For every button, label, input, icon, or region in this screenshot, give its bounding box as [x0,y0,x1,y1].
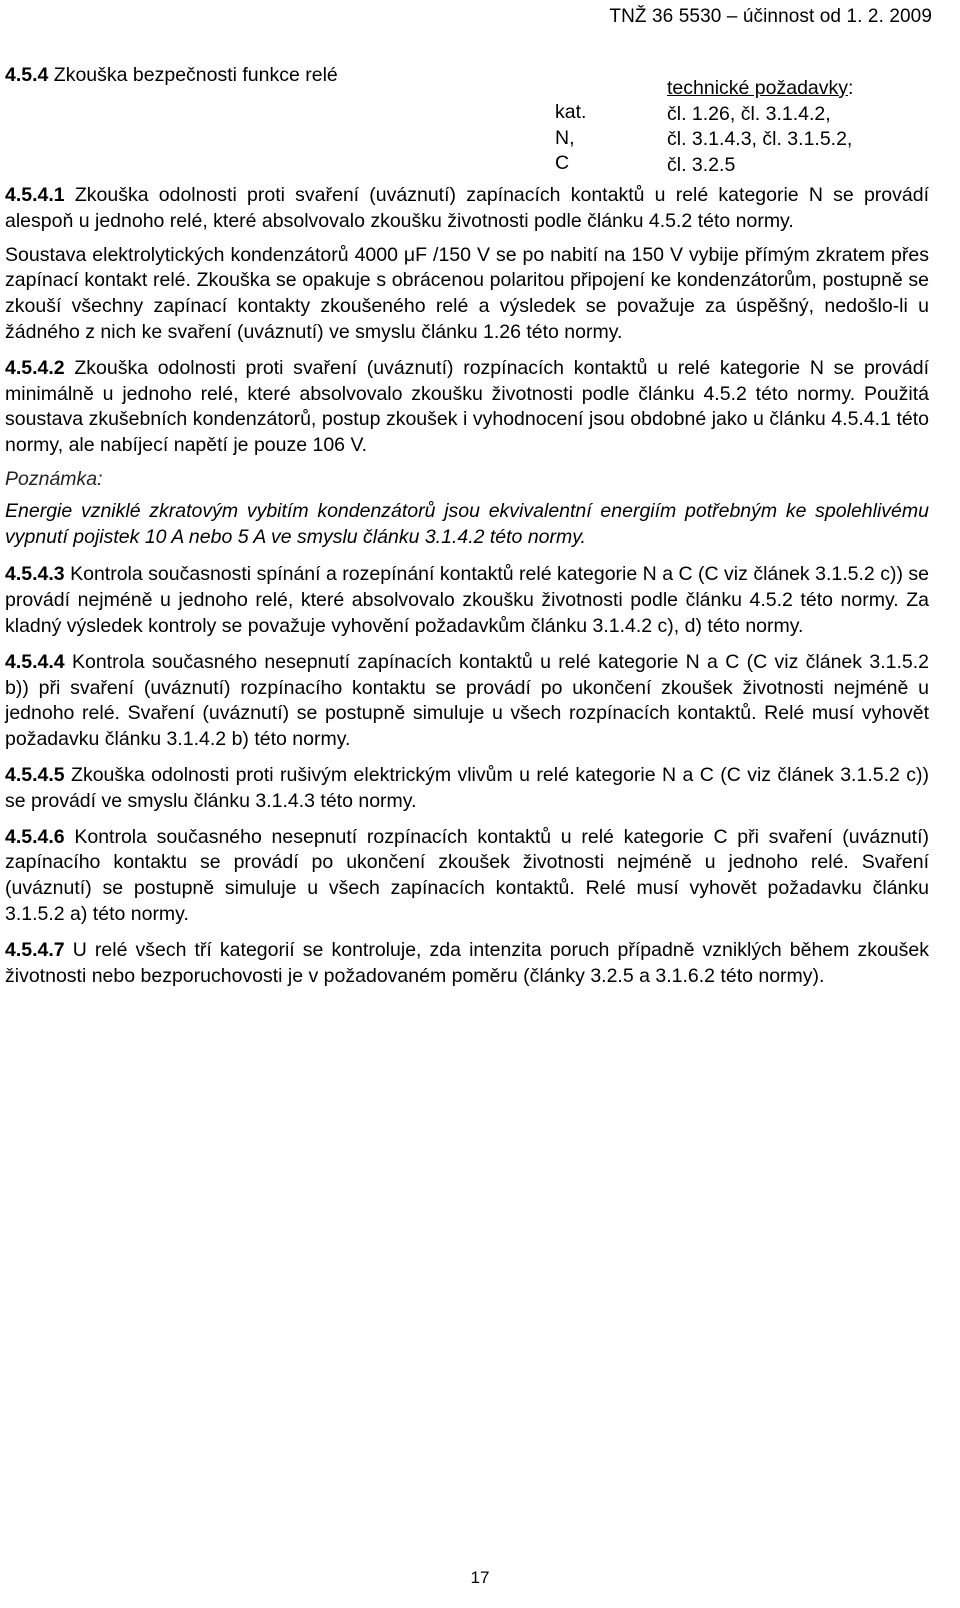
requirements-heading [667,76,853,102]
note-text: Energie vzniklé zkratovým vybitím kondenzátorů jsou ekvivalentní energiím potřebným ke spolehlivému vypnutí pojistek 10 A nebo 5 A ve smyslu článku 3.1.4.2 této normy. [5,499,929,548]
page-number: 17 [470,1568,490,1587]
paragraph-text: U relé všech tří kategorií se kontroluje, zda intenzita poruch případně vzniklých během zkoušek životnosti nebo bezporuchovosti je v požadovaném poměru (články 3.2.5 a 3.1.6.2 této normy). [5,938,929,987]
paragraph-number: 4.5.4.2 [5,356,65,379]
paragraph-number: 4.5.4.3 [5,563,65,586]
note-label: Poznámka: [5,467,103,490]
paragraph-capacitor-test [5,243,929,346]
paragraph-4-5-4-7 [5,938,929,990]
paragraph-text: Kontrola současného nesepnutí zapínacích kontaktů u relé kategorie N a C (C viz článek 3.1.5.2 b)) při svaření (uváznutí) rozpínacího kontaktu se provádí po ukončení zkoušek životnosti nejméně u jednoho relé. Svaření (uváznutí) se postupně simuluje u všech rozpínacích kontaktů. Relé musí vyhovět požadavku článku 3.1.4.2 b) této normy. [5,650,929,751]
section-heading [5,64,338,87]
paragraph-4-5-4-6 [5,825,929,928]
requirement-ref: čl. 3.1.4.3, čl. 3.1.5.2, [667,128,853,150]
paragraph-number: 4.5.4.7 [5,938,65,961]
page-header: TNŽ 36 5530 – účinnost od 1. 2. 2009 [609,6,932,27]
paragraph-text: Zkouška odolnosti proti svaření (uváznutí) rozpínacích kontaktů u relé kategorie N se provádí minimálně u jednoho relé, které absolvovalo zkoušku životnosti podle článku 4.5.2 této normy. Použitá soustava zkušebních kondenzátorů, postup zkoušek i vyhodnocení jsou obdobné jako u článku 4.5.4.1 této normy, ale nabíjecí napětí je pouze 106 V. [5,356,929,457]
section-title: Zkouška bezpečnosti funkce relé [48,64,338,86]
requirements-colon: : [848,77,854,99]
requirement-ref: čl. 1.26, čl. 3.1.4.2, [667,102,831,125]
paragraph-4-5-4-2 [5,356,929,459]
requirements-column [667,76,853,178]
paragraph-number: 4.5.4.5 [5,763,65,786]
paragraph-4-5-4-5 [5,763,929,815]
paragraph-4-5-4-3 [5,562,929,639]
paragraph-4-5-4-1 [5,183,929,235]
body-text [5,183,929,999]
paragraph-number: 4.5.4.6 [5,825,65,848]
paragraph-text: Zkouška odolnosti proti rušivým elektrickým vlivům u relé kategorie N a C (C viz článek 3.1.5.2 c)) se provádí ve smyslu článku 3.1.4.3 této normy. [5,763,929,812]
paragraph-text: Soustava elektrolytických kondenzátorů 4000 μF /150 V se po nabití na 150 V vybije přímým zkratem přes zapínací kontakt relé. Zkouška se opakuje s obrácenou polaritou připojení ke kondenzátorům, postupně se zkouší všechny zapínací kontakty zkoušeného relé a výsledek se považuje za úspěšný, nedošlo-li u žádného z nich ke svaření (uváznutí) ve smyslu článku 1.26 této normy. [5,243,929,343]
paragraph-text: Kontrola současného nesepnutí rozpínacích kontaktů u relé kategorie C při svaření (uváznutí) zapínacího kontaktu se provádí po ukončení zkoušek životnosti nejméně u jednoho relé. Svaření (uváznutí) se postupně simuluje u všech zapínacích kontaktů. Relé musí vyhovět požadavku článku 3.1.5.2 a) této normy. [5,825,929,925]
paragraph-text: Kontrola současnosti spínání a rozepínání kontaktů relé kategorie N a C (C viz článek 3.1.5.2 c)) se provádí nejméně u jednoho relé, které absolvovalo zkoušku životnosti podle článku 4.5.2 této normy. Za kladný výsledek kontroly se považuje vyhovění požadavkům článku 3.1.4.2 c), d) této normy. [5,563,929,637]
paragraph-number: 4.5.4.1 [5,184,65,206]
category-label: kat. N, C [555,101,587,174]
paragraph-text: Zkouška odolnosti proti svaření (uváznutí) zapínacích kontaktů u relé kategorie N se provádí alespoň u jednoho relé, které absolvovalo zkoušku životnosti podle článku 4.5.2 této normy. [5,184,929,232]
requirement-ref: čl. 3.2.5 [667,153,736,176]
section-number: 4.5.4 [5,64,49,86]
paragraph-4-5-4-4 [5,650,929,753]
paragraph-number: 4.5.4.4 [5,650,65,673]
requirements-label: technické požadavky [667,77,849,99]
